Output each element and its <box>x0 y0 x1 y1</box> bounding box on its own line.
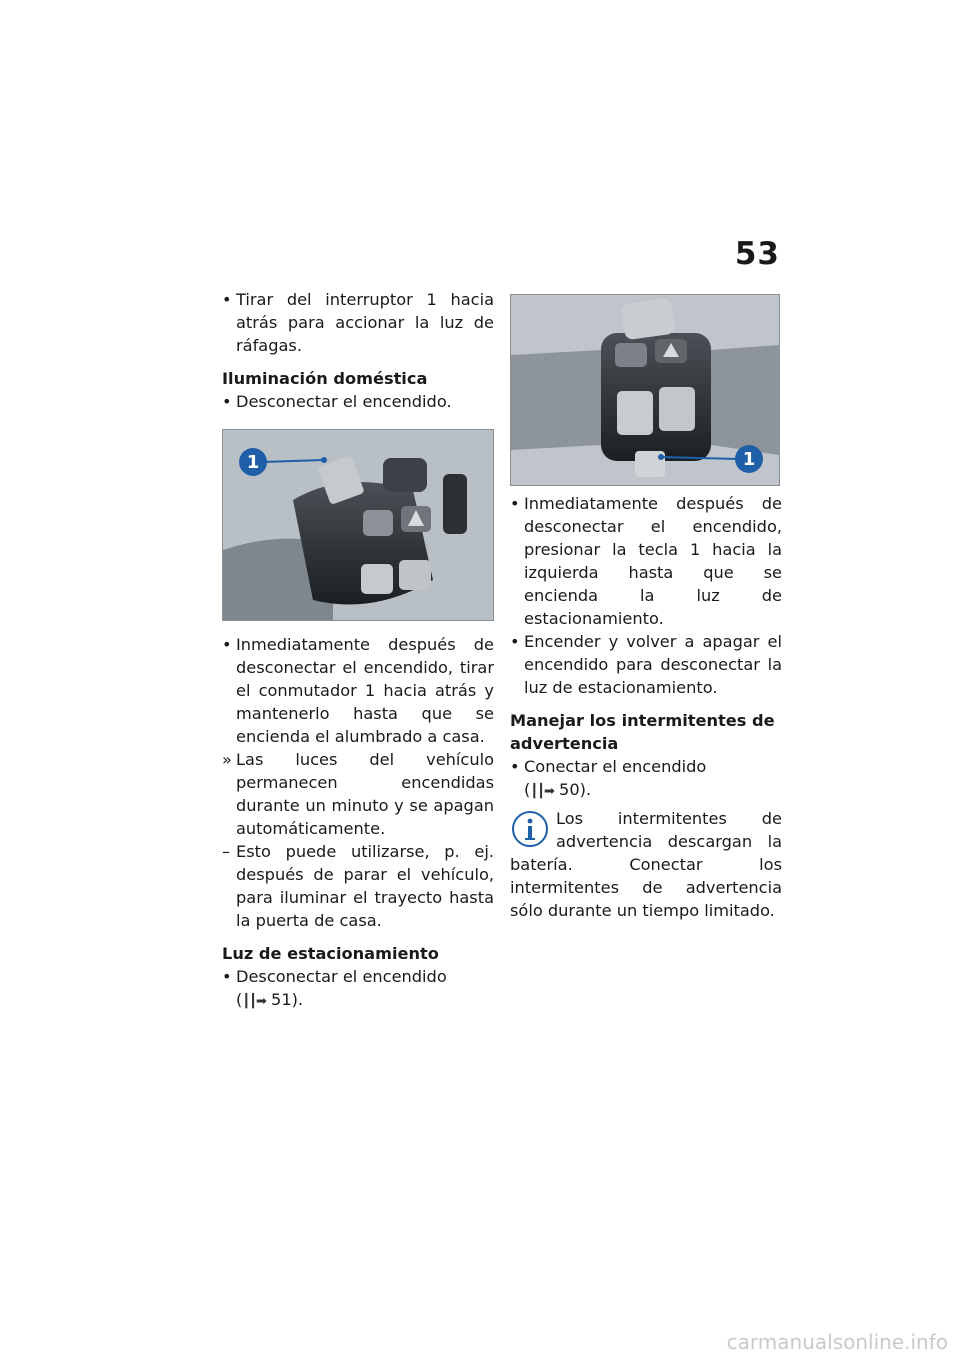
list-item: • Desconectar el encendido (┃┃➡ 51). <box>222 965 494 1013</box>
list-item <box>222 390 494 413</box>
list-item-text: Tirar del interruptor 1 hacia atrás para accionar la luz de ráfagas. <box>236 290 494 355</box>
switch-illustration <box>511 295 779 485</box>
result-marker: » <box>222 750 232 769</box>
bullet-marker: • <box>222 290 232 309</box>
handlebar-switch-photo <box>222 429 494 621</box>
page-number: 53 <box>734 236 780 272</box>
result-item <box>222 748 494 840</box>
page-reference-link[interactable]: 50). <box>559 780 592 799</box>
right-column <box>510 294 782 922</box>
section-heading: Iluminación doméstica <box>222 369 428 388</box>
info-note-text: Los intermitentes de advertencia descargan la batería. Conectar los intermitentes de advertencia sólo durante un tiempo limitado. <box>510 809 782 920</box>
info-note <box>510 807 782 922</box>
list-item: • Conectar el encendido (┃┃➡ 50). <box>510 755 782 803</box>
switch-illustration <box>223 430 493 620</box>
reference-arrow-icon: ┃┃➡ <box>242 994 266 1009</box>
watermark: carmanualsonline.info <box>726 1330 948 1354</box>
list-item <box>510 630 782 699</box>
callout-number: 1 <box>742 449 756 470</box>
list-item-text: Inmediatamente después de desconectar el encendido, presionar la tecla 1 hacia la izquierda hasta que se encienda la luz de estacionamiento. <box>524 494 782 628</box>
left-column <box>222 288 494 1013</box>
page-reference-link[interactable]: 51). <box>271 990 304 1009</box>
callout-number: 1 <box>246 452 260 473</box>
list-item-text: Las luces del vehículo permanecen encendidas durante un minuto y se apagan automáticamente. <box>236 750 494 838</box>
bullet-marker: • <box>510 494 520 513</box>
info-icon <box>510 809 550 849</box>
bullet-marker: • <box>222 967 232 986</box>
note-item <box>222 840 494 932</box>
list-item-text: Conectar el encendido <box>524 757 707 776</box>
bullet-marker: • <box>222 635 232 654</box>
section-heading: Manejar los intermitentes de advertencia <box>510 711 775 753</box>
list-item-text: Esto puede utilizarse, p. ej. después de parar el vehículo, para iluminar el trayecto hasta la puerta de casa. <box>236 842 494 930</box>
reference-arrow-icon: ┃┃➡ <box>530 784 554 799</box>
list-item-text: Desconectar el encendido. <box>236 392 452 411</box>
list-item-text: Inmediatamente después de desconectar el encendido, tirar el conmutador 1 hacia atrás y mantenerlo hasta que se encienda el alumbrado a casa. <box>236 635 494 746</box>
dash-marker: – <box>222 842 231 861</box>
bullet-marker: • <box>222 392 232 411</box>
section-heading: Luz de estacionamiento <box>222 944 439 963</box>
handlebar-switch-photo <box>510 294 780 486</box>
bullet-marker: • <box>510 757 520 776</box>
list-item <box>222 288 494 357</box>
list-item <box>222 633 494 748</box>
list-item <box>510 492 782 630</box>
list-item-text: Encender y volver a apagar el encendido para desconectar la luz de estacionamiento. <box>524 632 782 697</box>
list-item-text: Desconectar el encendido <box>236 967 447 986</box>
bullet-marker: • <box>510 632 520 651</box>
